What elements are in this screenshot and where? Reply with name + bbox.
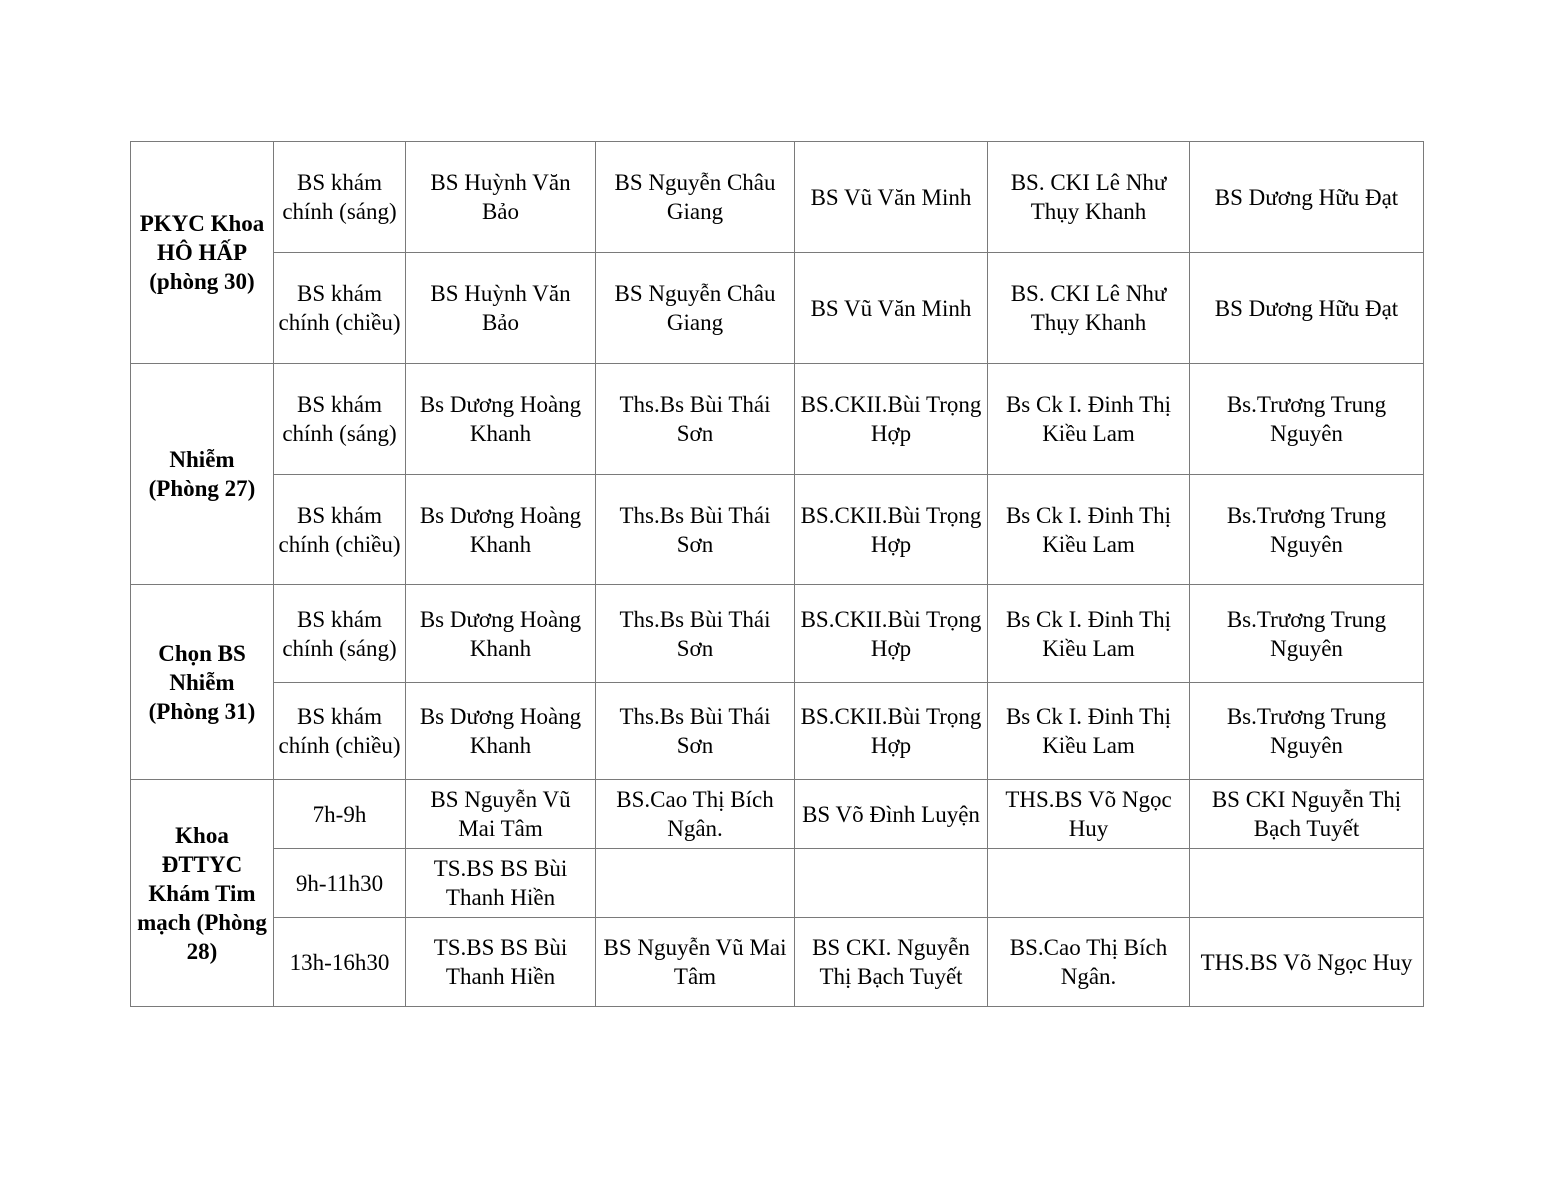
- department-cell: Nhiễm (Phòng 27): [131, 364, 274, 585]
- doctor-cell: Bs Ck I. Đinh Thị Kiều Lam: [988, 364, 1190, 475]
- time-cell: BS khám chính (sáng): [274, 364, 406, 475]
- doctor-cell: THS.BS Võ Ngọc Huy: [988, 780, 1190, 849]
- doctor-cell: BS.Cao Thị Bích Ngân.: [596, 780, 795, 849]
- doctor-cell: Bs Dương Hoàng Khanh: [406, 585, 596, 683]
- doctor-cell: BS Dương Hữu Đạt: [1190, 142, 1424, 253]
- doctor-cell: Bs Ck I. Đinh Thị Kiều Lam: [988, 585, 1190, 683]
- time-cell: BS khám chính (chiều): [274, 683, 406, 780]
- table-row: [131, 585, 1424, 683]
- doctor-cell: BS.CKII.Bùi Trọng Hợp: [795, 364, 988, 475]
- doctor-cell: BS Huỳnh Văn Bảo: [406, 142, 596, 253]
- time-cell: 7h-9h: [274, 780, 406, 849]
- doctor-cell: Bs Dương Hoàng Khanh: [406, 475, 596, 585]
- doctor-cell: BS CKI. Nguyễn Thị Bạch Tuyết: [795, 918, 988, 1007]
- doctor-cell: TS.BS BS Bùi Thanh Hiền: [406, 849, 596, 918]
- doctor-cell: Bs Dương Hoàng Khanh: [406, 683, 596, 780]
- time-cell: 9h-11h30: [274, 849, 406, 918]
- doctor-cell: Ths.Bs Bùi Thái Sơn: [596, 364, 795, 475]
- table-row: [131, 253, 1424, 364]
- doctor-cell: BS. CKI Lê Như Thụy Khanh: [988, 253, 1190, 364]
- time-cell: BS khám chính (chiều): [274, 475, 406, 585]
- table-row: [131, 849, 1424, 918]
- department-cell: Chọn BS Nhiễm (Phòng 31): [131, 585, 274, 780]
- doctor-cell: Ths.Bs Bùi Thái Sơn: [596, 475, 795, 585]
- doctor-cell: BS Nguyễn Châu Giang: [596, 142, 795, 253]
- department-cell: Khoa ĐTTYC Khám Tim mạch (Phòng 28): [131, 780, 274, 1007]
- table-row: [131, 780, 1424, 849]
- doctor-cell: BS. CKI Lê Như Thụy Khanh: [988, 142, 1190, 253]
- table-row: [131, 683, 1424, 780]
- doctor-cell: [795, 849, 988, 918]
- doctor-cell: Bs Ck I. Đinh Thị Kiều Lam: [988, 683, 1190, 780]
- doctor-cell: Bs.Trương Trung Nguyên: [1190, 585, 1424, 683]
- time-cell: BS khám chính (chiều): [274, 253, 406, 364]
- doctor-cell: TS.BS BS Bùi Thanh Hiền: [406, 918, 596, 1007]
- department-cell: PKYC Khoa HÔ HẤP (phòng 30): [131, 142, 274, 364]
- doctor-cell: BS Vũ Văn Minh: [795, 253, 988, 364]
- doctor-cell: [596, 849, 795, 918]
- doctor-cell: Bs.Trương Trung Nguyên: [1190, 475, 1424, 585]
- table-body: [131, 142, 1424, 1007]
- doctor-cell: Ths.Bs Bùi Thái Sơn: [596, 683, 795, 780]
- schedule-table: [130, 141, 1424, 1007]
- doctor-cell: BS Nguyễn Vũ Mai Tâm: [596, 918, 795, 1007]
- table-row: [131, 475, 1424, 585]
- doctor-cell: [988, 849, 1190, 918]
- doctor-cell: Bs Ck I. Đinh Thị Kiều Lam: [988, 475, 1190, 585]
- doctor-cell: Bs.Trương Trung Nguyên: [1190, 683, 1424, 780]
- doctor-cell: Bs.Trương Trung Nguyên: [1190, 364, 1424, 475]
- time-cell: 13h-16h30: [274, 918, 406, 1007]
- doctor-cell: [1190, 849, 1424, 918]
- doctor-cell: BS.CKII.Bùi Trọng Hợp: [795, 683, 988, 780]
- time-cell: BS khám chính (sáng): [274, 585, 406, 683]
- table-row: [131, 364, 1424, 475]
- doctor-cell: THS.BS Võ Ngọc Huy: [1190, 918, 1424, 1007]
- doctor-cell: BS Võ Đình Luyện: [795, 780, 988, 849]
- doctor-cell: BS Vũ Văn Minh: [795, 142, 988, 253]
- doctor-cell: BS.CKII.Bùi Trọng Hợp: [795, 585, 988, 683]
- doctor-cell: BS Huỳnh Văn Bảo: [406, 253, 596, 364]
- doctor-cell: BS CKI Nguyễn Thị Bạch Tuyết: [1190, 780, 1424, 849]
- doctor-cell: BS.Cao Thị Bích Ngân.: [988, 918, 1190, 1007]
- doctor-cell: BS.CKII.Bùi Trọng Hợp: [795, 475, 988, 585]
- doctor-cell: BS Dương Hữu Đạt: [1190, 253, 1424, 364]
- time-cell: BS khám chính (sáng): [274, 142, 406, 253]
- table-row: [131, 142, 1424, 253]
- doctor-cell: BS Nguyễn Vũ Mai Tâm: [406, 780, 596, 849]
- doctor-cell: Ths.Bs Bùi Thái Sơn: [596, 585, 795, 683]
- doctor-cell: BS Nguyễn Châu Giang: [596, 253, 795, 364]
- table-row: [131, 918, 1424, 1007]
- doctor-cell: Bs Dương Hoàng Khanh: [406, 364, 596, 475]
